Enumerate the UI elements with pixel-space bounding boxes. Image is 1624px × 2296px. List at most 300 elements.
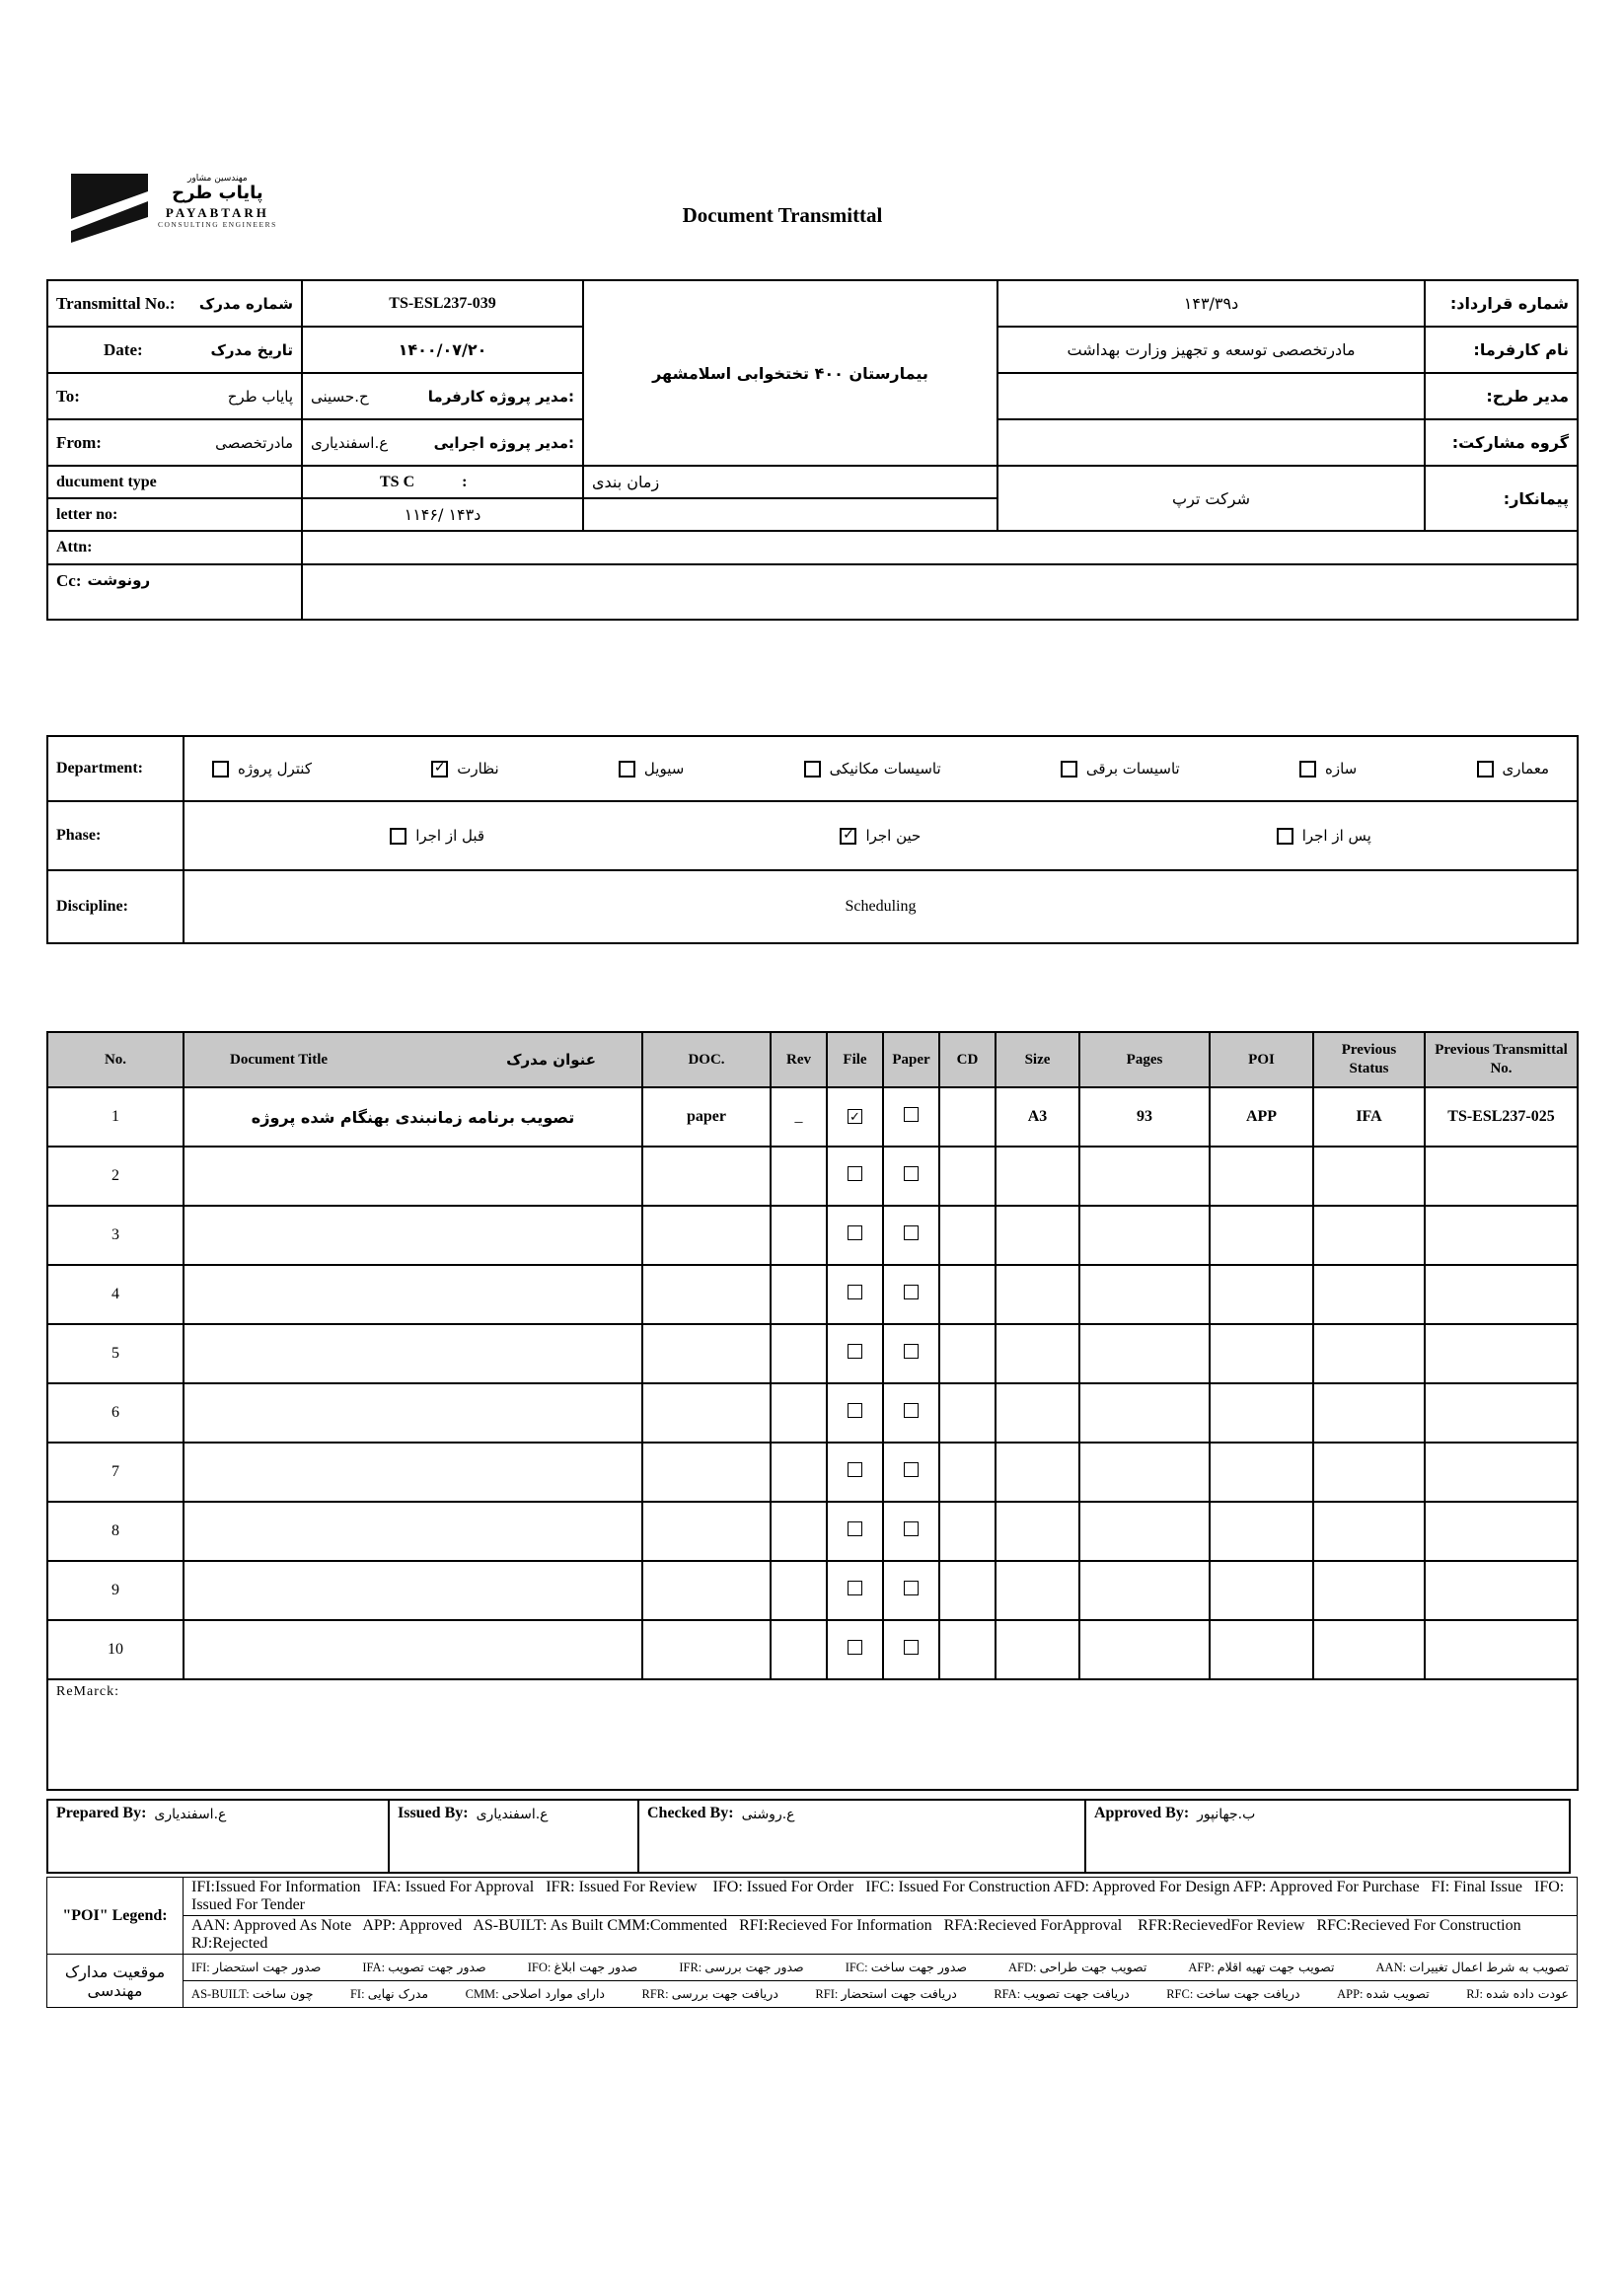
checked-by-label: Checked By:: [647, 1805, 734, 1821]
classification-table: [46, 735, 1579, 944]
doc-pages-cell: 93: [1079, 1087, 1210, 1147]
doc-rev-cell: [771, 1620, 827, 1679]
legend-fa-label: موقعیت مدارک مهندسی: [47, 1955, 184, 2008]
doc-type-cell: [642, 1147, 771, 1206]
doc-cd-cell: [939, 1383, 996, 1443]
doc-rev-cell: [771, 1147, 827, 1206]
doc-pages-cell: [1079, 1443, 1210, 1502]
legend-row-3: [47, 1955, 1578, 1981]
doc-no-cell: 6: [47, 1383, 184, 1443]
checked-by-value: ع.روشنی: [741, 1807, 795, 1822]
cc-label-cell: [47, 564, 302, 620]
legend-item-desc: مدرک نهایی: [367, 1986, 429, 2001]
doc-rev-cell: [771, 1561, 827, 1620]
legend-row-2: [47, 1916, 1578, 1955]
department-option-label: نظارت: [457, 760, 499, 778]
header-size: Size: [996, 1032, 1079, 1087]
header-no: No.: [47, 1032, 184, 1087]
approved-by-value: ب.جهانپور: [1197, 1807, 1256, 1822]
transmittal-row: [47, 280, 1578, 327]
department-option-label: سیویل: [643, 760, 685, 778]
doc-size-cell: [996, 1620, 1079, 1679]
doc-cd-cell: [939, 1561, 996, 1620]
header-cd: CD: [939, 1032, 996, 1087]
phase-row: [47, 801, 1578, 870]
issued-by-label: Issued By:: [398, 1805, 469, 1821]
contractor-label: پیمانکار:: [1425, 466, 1578, 531]
client-pm-value: ح.حسینی: [311, 387, 369, 406]
legend-item: [642, 1986, 778, 2002]
date-label-cell: [47, 327, 302, 373]
doc-rev-cell: [771, 1324, 827, 1383]
schedule-label: زمان بندی: [583, 466, 997, 498]
prepared-by-label: Prepared By:: [56, 1805, 147, 1821]
doc-size-cell: [996, 1324, 1079, 1383]
contractor-value: شرکت ترپ: [997, 466, 1425, 531]
doc-paper-cell: [883, 1502, 939, 1561]
doc-size-cell: [996, 1443, 1079, 1502]
legend-item: [815, 1986, 956, 2002]
header-table: [46, 279, 1579, 621]
legend-item: [1376, 1960, 1569, 1975]
doc-poi-cell: APP: [1210, 1087, 1313, 1147]
doc-no-cell: 9: [47, 1561, 184, 1620]
legend-item-code: APP:: [1337, 1987, 1366, 2001]
phase-option: [840, 827, 921, 845]
doc-rev-cell: [771, 1443, 827, 1502]
legend-item: [1337, 1986, 1430, 2002]
document-type-cell: [302, 466, 583, 498]
to-label-cell: [47, 373, 302, 419]
doc-prev-status-cell: [1313, 1383, 1425, 1443]
cc-label-en: Cc:: [56, 571, 82, 590]
checkbox-icon[interactable]: [848, 1403, 862, 1418]
phase-option: [1277, 827, 1371, 845]
checkbox-icon[interactable]: [848, 1285, 862, 1299]
doc-rev-cell: [771, 1502, 827, 1561]
department-options: [192, 760, 1569, 778]
header-title-fa: عنوان مدرک: [506, 1051, 596, 1069]
checkbox-icon[interactable]: [904, 1166, 919, 1181]
doc-type-cell: paper: [642, 1087, 771, 1147]
to-value: پایاب طرح: [227, 387, 293, 406]
design-manager-label: مدیر طرح:: [1425, 373, 1578, 419]
legend-item-code: IFI:: [191, 1961, 213, 1974]
doc-size-cell: [996, 1561, 1079, 1620]
legend-item: [191, 1986, 313, 2002]
legend-item-desc: صدور جهت ابلاغ: [554, 1960, 638, 1974]
legend-item: [679, 1960, 803, 1975]
doc-title-cell: [184, 1561, 642, 1620]
department-option-label: کنترل پروژه: [238, 760, 312, 778]
doc-type-cell: [642, 1443, 771, 1502]
department-option-label: تاسیسات مکانیکی: [829, 760, 941, 778]
doc-poi-cell: [1210, 1443, 1313, 1502]
issued-by-box: [388, 1799, 639, 1874]
legend-fa-row1: [191, 1960, 1569, 1975]
doc-type-cell: [642, 1502, 771, 1561]
doc-rev-cell: [771, 1206, 827, 1265]
doc-paper-cell: [883, 1324, 939, 1383]
exec-pm-label: مدیر پروژه اجرایی:: [433, 433, 574, 452]
legend-item-code: IFR:: [679, 1961, 705, 1974]
department-option-label: سازه: [1324, 760, 1358, 778]
checkbox-icon[interactable]: [904, 1462, 919, 1477]
documents-header-row: [47, 1032, 1578, 1087]
doc-pages-cell: [1079, 1383, 1210, 1443]
doc-prev-transmittal-cell: [1425, 1502, 1578, 1561]
legend-item-code: RJ:: [1466, 1987, 1487, 2001]
document-row: [47, 1324, 1578, 1383]
doc-cd-cell: [939, 1147, 996, 1206]
legend-item-code: AAN:: [1375, 1961, 1410, 1974]
legend-item-desc: تصویب جهت طراحی: [1039, 1960, 1147, 1974]
legend-item-desc: دریافت جهت تصویب: [1023, 1986, 1130, 2001]
legend-item: [362, 1960, 485, 1975]
checkbox-icon[interactable]: [390, 828, 406, 845]
doc-poi-cell: [1210, 1502, 1313, 1561]
documents-tbody: [47, 1087, 1578, 1679]
doc-size-cell: [996, 1383, 1079, 1443]
remark-row: [47, 1679, 1578, 1790]
legend-item-code: RFI:: [815, 1987, 842, 2001]
doc-title-cell: [184, 1620, 642, 1679]
doc-pages-cell: [1079, 1265, 1210, 1324]
checkbox-icon[interactable]: [848, 1344, 862, 1359]
header-file: File: [827, 1032, 883, 1087]
attn-label: Attn:: [47, 531, 302, 564]
from-label-cell: [47, 419, 302, 466]
legend-item-code: AFD:: [1008, 1961, 1040, 1974]
checked-by-box: [637, 1799, 1086, 1874]
doc-no-cell: 10: [47, 1620, 184, 1679]
doc-title-cell: [184, 1383, 642, 1443]
document-row: [47, 1620, 1578, 1679]
legend-item: [1466, 1986, 1569, 2002]
doc-size-cell: [996, 1265, 1079, 1324]
phase-options: [192, 827, 1569, 845]
doc-size-cell: [996, 1502, 1079, 1561]
doc-poi-cell: [1210, 1561, 1313, 1620]
documents-table: [46, 1031, 1579, 1791]
doc-paper-cell: [883, 1087, 939, 1147]
doc-type-cell: [642, 1620, 771, 1679]
doc-type-cell: [642, 1383, 771, 1443]
department-label: Department:: [47, 736, 184, 801]
doc-no-cell: 8: [47, 1502, 184, 1561]
checkbox-icon[interactable]: [1277, 828, 1293, 845]
doc-title-cell: [184, 1206, 642, 1265]
legend-item-desc: دارای موارد اصلاحی: [501, 1986, 605, 2001]
legend-fa-cell-1: [184, 1955, 1578, 1981]
doc-file-cell: [827, 1324, 883, 1383]
doc-paper-cell: [883, 1620, 939, 1679]
phase-option-label: حین اجرا: [865, 827, 922, 845]
legend-item: [1008, 1960, 1146, 1975]
doc-prev-transmittal-cell: [1425, 1324, 1578, 1383]
doc-cd-cell: [939, 1206, 996, 1265]
exec-pm-value: ع.اسفندیاری: [311, 433, 389, 452]
doc-file-cell: [827, 1561, 883, 1620]
doc-rev-cell: [771, 1265, 827, 1324]
doc-prev-status-cell: IFA: [1313, 1087, 1425, 1147]
legend-item: [1166, 1986, 1299, 2002]
letter-no-value: ۱۱۴۶/ ۱۴۳د: [302, 498, 583, 531]
doc-prev-transmittal-cell: [1425, 1265, 1578, 1324]
legend-item-code: IFC:: [845, 1961, 871, 1974]
doc-paper-cell: [883, 1561, 939, 1620]
legend-item: [191, 1960, 321, 1975]
legend-item-desc: دریافت جهت استحضار: [841, 1986, 957, 2001]
doc-poi-cell: [1210, 1147, 1313, 1206]
doc-type-cell: [642, 1265, 771, 1324]
logo-name-fa: پایاب طرح: [172, 183, 263, 204]
doc-prev-transmittal-cell: [1425, 1206, 1578, 1265]
checkbox-icon[interactable]: [848, 1225, 862, 1240]
header-title: [184, 1032, 642, 1087]
checkbox-icon[interactable]: [619, 761, 635, 778]
date-value: ۱۴۰۰/۰۷/۲۰: [302, 327, 583, 373]
legend-item-desc: دریافت جهت ساخت: [1196, 1986, 1300, 2001]
checkbox-icon[interactable]: [848, 1462, 862, 1477]
legend-item-desc: عودت داده شده: [1486, 1986, 1569, 2001]
issued-by-value: ع.اسفندیاری: [476, 1807, 549, 1822]
doc-no-cell: 3: [47, 1206, 184, 1265]
legend-item-desc: صدور جهت ساخت: [870, 1960, 967, 1974]
header-pages: Pages: [1079, 1032, 1210, 1087]
logo-tagline-fa: مهندسین مشاور: [187, 174, 248, 184]
checkbox-icon[interactable]: ✓: [431, 761, 448, 778]
contract-no-label: شماره قرارداد:: [1425, 280, 1578, 327]
document-row: [47, 1087, 1578, 1147]
doc-cd-cell: [939, 1620, 996, 1679]
attn-row: [47, 531, 1578, 564]
doc-no-cell: 4: [47, 1265, 184, 1324]
doc-poi-cell: [1210, 1324, 1313, 1383]
approved-by-box: [1084, 1799, 1571, 1874]
checkbox-icon[interactable]: [848, 1581, 862, 1595]
date-label-fa: تاریخ مدرک: [210, 340, 293, 359]
department-option: [804, 760, 941, 778]
legend-item-desc: تصویب جهت تهیه اقلام: [1217, 1960, 1335, 1974]
document-type-label: ducument type: [47, 466, 302, 498]
prepared-by-value: ع.اسفندیاری: [154, 1807, 227, 1822]
legend-en-line-1: IFI:Issued For Information IFA: Issued For Approval IFR: Issued For Review IFO: Issued For Order IFC: Issued For Construction AFD: Approved For Design AFP: Approved For Purchase FI: Final Issue IFO: Issued For Tender: [184, 1878, 1578, 1916]
doc-no-cell: 1: [47, 1087, 184, 1147]
checkbox-icon[interactable]: [1299, 761, 1316, 778]
legend-item-desc: صدور جهت تصویب: [388, 1960, 486, 1974]
department-option: [619, 760, 684, 778]
doc-no-cell: 2: [47, 1147, 184, 1206]
discipline-label: Discipline:: [47, 870, 184, 943]
legend-item-desc: چون ساخت: [252, 1986, 314, 2001]
checkbox-icon[interactable]: [904, 1403, 919, 1418]
department-option: [431, 760, 498, 778]
doc-prev-transmittal-cell: [1425, 1620, 1578, 1679]
poi-legend-label: "POI" Legend:: [47, 1878, 184, 1955]
from-label: From:: [56, 432, 102, 452]
document-row: [47, 1502, 1578, 1561]
partnership-label: گروه مشارکت:: [1425, 419, 1578, 466]
department-cell: [184, 736, 1578, 801]
department-option-label: معماری: [1502, 760, 1549, 778]
doc-cd-cell: [939, 1502, 996, 1561]
legend-item-desc: تصویب به شرط اعمال تغییرات: [1409, 1960, 1569, 1974]
cc-label-fa: رونوشت: [87, 571, 151, 589]
doc-title-cell: تصویب برنامه زمانبندی بهنگام شده پروژه: [184, 1087, 642, 1147]
phase-label: Phase:: [47, 801, 184, 870]
doc-no-cell: 7: [47, 1443, 184, 1502]
checkbox-icon[interactable]: ✓: [848, 1109, 862, 1124]
doc-paper-cell: [883, 1383, 939, 1443]
legend-table: [46, 1877, 1578, 2008]
project-name: بیمارستان ۴۰۰ تختخوابی اسلامشهر: [583, 280, 997, 466]
legend-item: [350, 1986, 428, 2002]
discipline-row: [47, 870, 1578, 943]
checkbox-icon[interactable]: [904, 1285, 919, 1299]
doc-file-cell: [827, 1265, 883, 1324]
checkbox-icon[interactable]: [1061, 761, 1077, 778]
date-label-en: Date:: [104, 339, 143, 359]
doc-poi-cell: [1210, 1383, 1313, 1443]
document-row: [47, 1561, 1578, 1620]
exec-pm-cell: [302, 419, 583, 466]
legend-item-desc: صدور جهت استحضار: [212, 1960, 322, 1974]
doc-cd-cell: [939, 1265, 996, 1324]
legend-item: [846, 1960, 967, 1975]
doc-prev-transmittal-cell: [1425, 1561, 1578, 1620]
doc-title-cell: [184, 1147, 642, 1206]
legend-item: [466, 1986, 605, 2002]
document-row: [47, 1383, 1578, 1443]
legend-item-code: FI:: [349, 1987, 368, 2001]
remark-label: ReMarck:: [56, 1684, 119, 1699]
document-type-value: TS C: [380, 473, 415, 490]
cc-value-cell: [302, 564, 1578, 620]
legend-item-desc: دریافت جهت بررسی: [671, 1986, 778, 2001]
doc-pages-cell: [1079, 1324, 1210, 1383]
doc-title-cell: [184, 1265, 642, 1324]
legend-item-desc: تصویب شده: [1366, 1986, 1430, 2001]
doc-title-cell: [184, 1502, 642, 1561]
checkbox-icon[interactable]: [848, 1640, 862, 1655]
checkbox-icon[interactable]: [904, 1521, 919, 1536]
transmittal-label-en: Transmittal No.:: [56, 293, 176, 313]
legend-en-line-2: AAN: Approved As Note APP: Approved AS-BUILT: As Built CMM:Commented RFI:Recieved For Information RFA:Recieved ForApproval RFR:RecievedFor Review RFC:Recieved For Construction RJ:Rejected: [184, 1916, 1578, 1955]
doc-size-cell: A3: [996, 1087, 1079, 1147]
doc-prev-status-cell: [1313, 1561, 1425, 1620]
legend-row-1: [47, 1878, 1578, 1916]
cc-row: [47, 564, 1578, 620]
legend-item: [528, 1960, 638, 1975]
header-poi: POI: [1210, 1032, 1313, 1087]
legend-fa-cell-2: [184, 1981, 1578, 2008]
doc-pages-cell: [1079, 1561, 1210, 1620]
checkbox-icon[interactable]: [904, 1107, 919, 1122]
page-title: Document Transmittal: [682, 203, 883, 227]
checkbox-icon[interactable]: [904, 1344, 919, 1359]
contract-no-value: ۱۴۳/۳۹د: [997, 280, 1425, 327]
client-name-label: نام کارفرما:: [1425, 327, 1578, 373]
checkbox-icon[interactable]: [904, 1640, 919, 1655]
checkbox-icon[interactable]: [1477, 761, 1494, 778]
discipline-value: Scheduling: [184, 870, 1578, 943]
transmittal-label-cell: [47, 280, 302, 327]
header-paper: Paper: [883, 1032, 939, 1087]
legend-item-code: IFA:: [362, 1961, 389, 1974]
checkbox-icon[interactable]: [904, 1225, 919, 1240]
doc-pages-cell: [1079, 1206, 1210, 1265]
phase-cell: [184, 801, 1578, 870]
legend-row-4: [47, 1981, 1578, 2008]
doc-poi-cell: [1210, 1265, 1313, 1324]
approved-by-label: Approved By:: [1094, 1805, 1190, 1821]
legend-item-code: RFA:: [994, 1987, 1024, 2001]
client-pm-label: مدیر پروژه کارفرما:: [427, 387, 574, 406]
transmittal-no-value: TS-ESL237-039: [302, 280, 583, 327]
department-option: [212, 760, 312, 778]
doc-rev-cell: _: [771, 1087, 827, 1147]
doc-prev-transmittal-cell: [1425, 1443, 1578, 1502]
checkbox-icon[interactable]: [804, 761, 821, 778]
client-pm-cell: [302, 373, 583, 419]
legend-item-code: IFO:: [527, 1961, 554, 1974]
legend-item: [994, 1986, 1129, 2002]
design-manager-value: [997, 373, 1425, 419]
doc-file-cell: [827, 1206, 883, 1265]
letter-no-label: letter no:: [47, 498, 302, 531]
doc-rev-cell: [771, 1383, 827, 1443]
legend-item: [1188, 1960, 1334, 1975]
legend-item-code: AFP:: [1188, 1961, 1218, 1974]
header-doc: DOC.: [642, 1032, 771, 1087]
document-row: [47, 1443, 1578, 1502]
department-option: [1477, 760, 1550, 778]
doc-cd-cell: [939, 1443, 996, 1502]
header-prev-status: Previous Status: [1313, 1032, 1425, 1087]
doc-poi-cell: [1210, 1206, 1313, 1265]
doc-pages-cell: [1079, 1147, 1210, 1206]
partnership-value: [997, 419, 1425, 466]
document-row: [47, 1206, 1578, 1265]
header-rev: Rev: [771, 1032, 827, 1087]
to-label: To:: [56, 386, 80, 406]
checkbox-icon[interactable]: [848, 1166, 862, 1181]
doc-title-cell: [184, 1324, 642, 1383]
checkbox-icon[interactable]: [848, 1521, 862, 1536]
doc-no-cell: 5: [47, 1324, 184, 1383]
doc-file-cell: [827, 1502, 883, 1561]
department-option: [1299, 760, 1357, 778]
department-row: [47, 736, 1578, 801]
header-prev-transmittal: Previous Transmittal No.: [1425, 1032, 1578, 1087]
doc-prev-transmittal-cell: [1425, 1383, 1578, 1443]
checkbox-icon[interactable]: [904, 1581, 919, 1595]
document-type-separator: :: [462, 473, 468, 490]
document-type-row: [47, 466, 1578, 498]
checkbox-icon[interactable]: [212, 761, 229, 778]
doc-file-cell: [827, 1620, 883, 1679]
doc-prev-transmittal-cell: [1425, 1147, 1578, 1206]
checkbox-icon[interactable]: ✓: [840, 828, 856, 845]
header-title-en: Document Title: [230, 1051, 329, 1068]
department-option-label: تاسیسات برقی: [1085, 760, 1180, 778]
doc-prev-transmittal-cell: TS-ESL237-025: [1425, 1087, 1578, 1147]
doc-cd-cell: [939, 1324, 996, 1383]
doc-prev-status-cell: [1313, 1502, 1425, 1561]
document-row: [47, 1265, 1578, 1324]
doc-size-cell: [996, 1206, 1079, 1265]
